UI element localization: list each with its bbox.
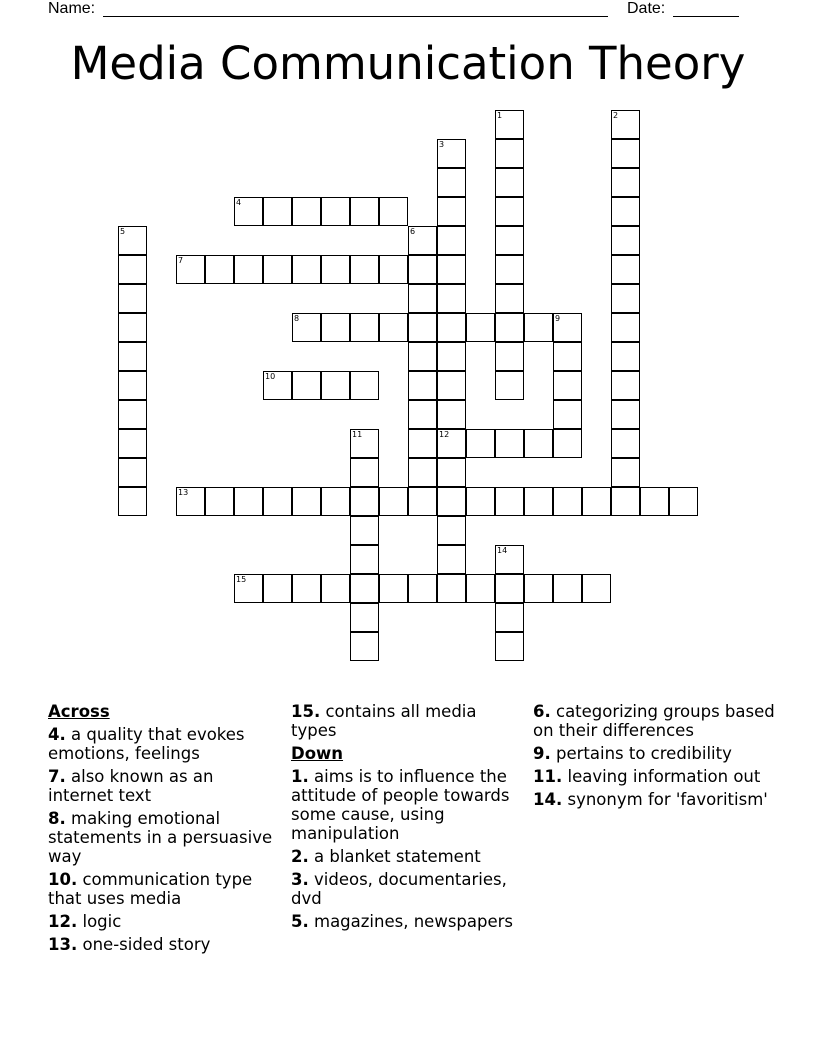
clue-number: 2. xyxy=(291,847,309,866)
grid-cell[interactable] xyxy=(524,429,553,458)
cell-number: 7 xyxy=(178,256,184,265)
across-heading: Across xyxy=(48,702,110,721)
grid-cell[interactable] xyxy=(408,313,437,342)
clue-down-14 xyxy=(533,790,783,809)
grid-cell[interactable] xyxy=(263,487,292,516)
down-heading: Down xyxy=(291,744,344,763)
grid-cell[interactable] xyxy=(234,487,263,516)
grid-cell[interactable] xyxy=(553,342,582,371)
grid-cell[interactable] xyxy=(495,632,524,661)
grid-cell[interactable] xyxy=(553,371,582,400)
clue-down-5 xyxy=(291,912,523,931)
grid-cell[interactable] xyxy=(408,429,437,458)
grid-cell[interactable] xyxy=(379,313,408,342)
grid-cell[interactable] xyxy=(611,487,640,516)
clue-across-12 xyxy=(48,912,278,931)
clue-across-13 xyxy=(48,935,278,954)
grid-cell[interactable] xyxy=(292,574,321,603)
grid-cell[interactable] xyxy=(379,487,408,516)
grid-cell[interactable] xyxy=(553,400,582,429)
clue-text: a blanket statement xyxy=(314,847,481,866)
grid-cell[interactable] xyxy=(611,284,640,313)
cell-number: 15 xyxy=(236,575,247,584)
clue-number: 10. xyxy=(48,870,78,889)
grid-cell[interactable] xyxy=(437,168,466,197)
name-label: Name: xyxy=(48,0,96,17)
grid-cell[interactable] xyxy=(611,110,640,139)
grid-cell[interactable] xyxy=(379,574,408,603)
grid-cell[interactable] xyxy=(611,197,640,226)
grid-cell[interactable] xyxy=(466,487,495,516)
grid-cell[interactable] xyxy=(408,342,437,371)
grid-cell[interactable] xyxy=(350,545,379,574)
grid-cell[interactable] xyxy=(495,371,524,400)
clue-text: one-sided story xyxy=(82,935,211,954)
grid-cell[interactable] xyxy=(611,226,640,255)
grid-cell[interactable] xyxy=(350,574,379,603)
page-title: Media Communication Theory xyxy=(70,37,746,90)
grid-cell[interactable] xyxy=(292,197,321,226)
cell-number: 2 xyxy=(613,111,619,120)
grid-cell[interactable] xyxy=(350,487,379,516)
clue-number: 5. xyxy=(291,912,309,931)
grid-cell[interactable] xyxy=(118,371,147,400)
clue-across-4 xyxy=(48,725,278,763)
grid-cell[interactable] xyxy=(437,371,466,400)
grid-cell[interactable] xyxy=(350,458,379,487)
grid-cell[interactable] xyxy=(118,458,147,487)
clue-text: communication type that uses media xyxy=(48,870,253,908)
grid-cell[interactable] xyxy=(437,458,466,487)
clue-text: making emotional statements in a persuasive way xyxy=(48,809,273,866)
clue-down-2 xyxy=(291,847,523,866)
grid-cell[interactable] xyxy=(118,255,147,284)
grid-cell[interactable] xyxy=(350,197,379,226)
cell-number: 12 xyxy=(439,430,450,439)
grid-cell[interactable] xyxy=(292,371,321,400)
clue-across-15 xyxy=(291,702,523,740)
grid-cell[interactable] xyxy=(350,516,379,545)
cell-number: 3 xyxy=(439,140,445,149)
clue-text: aims is to influence the attitude of people towards some cause, using manipulation xyxy=(291,767,510,843)
clue-text: a quality that evokes emotions, feelings xyxy=(48,725,245,763)
grid-cell[interactable] xyxy=(263,197,292,226)
clue-across-7 xyxy=(48,767,278,805)
grid-cell[interactable] xyxy=(553,574,582,603)
grid-cell[interactable] xyxy=(408,458,437,487)
grid-cell[interactable] xyxy=(292,313,321,342)
clue-text: contains all media types xyxy=(291,702,477,740)
date-field[interactable] xyxy=(673,16,739,18)
clues-column-3 xyxy=(533,702,783,813)
clue-text: magazines, newspapers xyxy=(314,912,513,931)
grid-cell[interactable] xyxy=(118,342,147,371)
grid-cell[interactable] xyxy=(437,255,466,284)
grid-cell[interactable] xyxy=(437,516,466,545)
grid-cell[interactable] xyxy=(495,284,524,313)
grid-cell[interactable] xyxy=(495,545,524,574)
grid-cell[interactable] xyxy=(524,574,553,603)
cell-number: 5 xyxy=(120,227,126,236)
grid-cell[interactable] xyxy=(118,429,147,458)
grid-cell[interactable] xyxy=(408,371,437,400)
grid-cell[interactable] xyxy=(495,139,524,168)
grid-cell[interactable] xyxy=(611,139,640,168)
grid-cell[interactable] xyxy=(437,139,466,168)
cell-number: 11 xyxy=(352,430,363,439)
grid-cell[interactable] xyxy=(524,313,553,342)
clue-number: 13. xyxy=(48,935,78,954)
clue-across-8 xyxy=(48,809,278,866)
clue-number: 9. xyxy=(533,744,551,763)
grid-cell[interactable] xyxy=(582,574,611,603)
clue-down-3 xyxy=(291,870,523,908)
grid-cell[interactable] xyxy=(263,371,292,400)
clue-text: pertains to credibility xyxy=(556,744,732,763)
clue-number: 14. xyxy=(533,790,563,809)
cell-number: 13 xyxy=(178,488,189,497)
clue-down-9 xyxy=(533,744,783,763)
grid-cell[interactable] xyxy=(611,429,640,458)
grid-cell[interactable] xyxy=(669,487,698,516)
grid-cell[interactable] xyxy=(292,255,321,284)
cell-number: 4 xyxy=(236,198,242,207)
grid-cell[interactable] xyxy=(205,255,234,284)
grid-cell[interactable] xyxy=(495,342,524,371)
grid-cell[interactable] xyxy=(611,458,640,487)
grid-cell[interactable] xyxy=(176,255,205,284)
grid-cell[interactable] xyxy=(466,574,495,603)
grid-cell[interactable] xyxy=(350,429,379,458)
cell-number: 6 xyxy=(410,227,416,236)
clue-text: logic xyxy=(82,912,122,931)
grid-cell[interactable] xyxy=(553,487,582,516)
grid-cell[interactable] xyxy=(466,429,495,458)
grid-cell[interactable] xyxy=(495,487,524,516)
grid-cell[interactable] xyxy=(321,574,350,603)
grid-cell[interactable] xyxy=(350,255,379,284)
grid-cell[interactable] xyxy=(553,429,582,458)
grid-cell[interactable] xyxy=(437,545,466,574)
clue-text: videos, documentaries, dvd xyxy=(291,870,507,908)
grid-cell[interactable] xyxy=(611,400,640,429)
grid-cell[interactable] xyxy=(466,313,495,342)
grid-cell[interactable] xyxy=(437,342,466,371)
grid-cell[interactable] xyxy=(611,342,640,371)
grid-cell[interactable] xyxy=(321,371,350,400)
grid-cell[interactable] xyxy=(437,487,466,516)
grid-cell[interactable] xyxy=(495,603,524,632)
clue-number: 1. xyxy=(291,767,309,786)
clue-down-6 xyxy=(533,702,783,740)
grid-cell[interactable] xyxy=(437,197,466,226)
grid-cell[interactable] xyxy=(524,487,553,516)
grid-cell[interactable] xyxy=(408,226,437,255)
grid-cell[interactable] xyxy=(118,400,147,429)
grid-cell[interactable] xyxy=(437,226,466,255)
grid-cell[interactable] xyxy=(611,371,640,400)
grid-cell[interactable] xyxy=(379,197,408,226)
grid-cell[interactable] xyxy=(611,255,640,284)
grid-cell[interactable] xyxy=(292,487,321,516)
grid-cell[interactable] xyxy=(408,574,437,603)
clue-text: leaving information out xyxy=(567,767,761,786)
name-field[interactable] xyxy=(103,16,608,18)
grid-cell[interactable] xyxy=(321,255,350,284)
grid-cell[interactable] xyxy=(408,400,437,429)
grid-cell[interactable] xyxy=(495,313,524,342)
grid-cell[interactable] xyxy=(495,110,524,139)
clue-text: synonym for 'favoritism' xyxy=(567,790,768,809)
grid-cell[interactable] xyxy=(118,313,147,342)
clue-number: 4. xyxy=(48,725,66,744)
grid-cell[interactable] xyxy=(408,487,437,516)
grid-cell[interactable] xyxy=(321,313,350,342)
grid-cell[interactable] xyxy=(437,313,466,342)
grid-cell[interactable] xyxy=(118,284,147,313)
grid-cell[interactable] xyxy=(495,168,524,197)
grid-cell[interactable] xyxy=(350,603,379,632)
grid-cell[interactable] xyxy=(263,574,292,603)
grid-cell[interactable] xyxy=(234,197,263,226)
grid-cell[interactable] xyxy=(437,284,466,313)
cell-number: 1 xyxy=(497,111,503,120)
grid-cell[interactable] xyxy=(437,400,466,429)
grid-cell[interactable] xyxy=(176,487,205,516)
date-label: Date: xyxy=(627,0,666,17)
grid-cell[interactable] xyxy=(350,371,379,400)
grid-cell[interactable] xyxy=(495,429,524,458)
grid-cell[interactable] xyxy=(437,574,466,603)
name-date-bar xyxy=(0,0,816,22)
grid-cell[interactable] xyxy=(118,487,147,516)
grid-cell[interactable] xyxy=(553,313,582,342)
grid-cell[interactable] xyxy=(234,574,263,603)
grid-cell[interactable] xyxy=(118,226,147,255)
grid-cell[interactable] xyxy=(611,313,640,342)
clue-number: 11. xyxy=(533,767,563,786)
grid-cell[interactable] xyxy=(495,574,524,603)
grid-cell[interactable] xyxy=(408,284,437,313)
clues-column-1 xyxy=(48,702,278,958)
clue-number: 8. xyxy=(48,809,66,828)
cell-number: 9 xyxy=(555,314,561,323)
grid-cell[interactable] xyxy=(321,487,350,516)
grid-cell[interactable] xyxy=(234,255,263,284)
clue-text: categorizing groups based on their differences xyxy=(533,702,775,740)
grid-cell[interactable] xyxy=(350,313,379,342)
grid-cell[interactable] xyxy=(379,255,408,284)
clue-number: 6. xyxy=(533,702,551,721)
clue-number: 12. xyxy=(48,912,78,931)
clue-down-11 xyxy=(533,767,783,786)
clue-across-10 xyxy=(48,870,278,908)
grid-cell[interactable] xyxy=(350,632,379,661)
grid-cell[interactable] xyxy=(495,197,524,226)
grid-cell[interactable] xyxy=(640,487,669,516)
grid-cell[interactable] xyxy=(437,429,466,458)
clue-down-1 xyxy=(291,767,523,843)
clue-number: 7. xyxy=(48,767,66,786)
grid-cell[interactable] xyxy=(408,255,437,284)
grid-cell[interactable] xyxy=(263,255,292,284)
grid-cell[interactable] xyxy=(582,487,611,516)
cell-number: 14 xyxy=(497,546,508,555)
cell-number: 10 xyxy=(265,372,276,381)
grid-cell[interactable] xyxy=(611,168,640,197)
clue-number: 3. xyxy=(291,870,309,889)
grid-cell[interactable] xyxy=(495,226,524,255)
cell-number: 8 xyxy=(294,314,300,323)
clue-number: 15. xyxy=(291,702,321,721)
grid-cell[interactable] xyxy=(205,487,234,516)
grid-cell[interactable] xyxy=(495,255,524,284)
grid-cell[interactable] xyxy=(321,197,350,226)
clue-text: also known as an internet text xyxy=(48,767,214,805)
clues-column-2 xyxy=(291,702,523,935)
